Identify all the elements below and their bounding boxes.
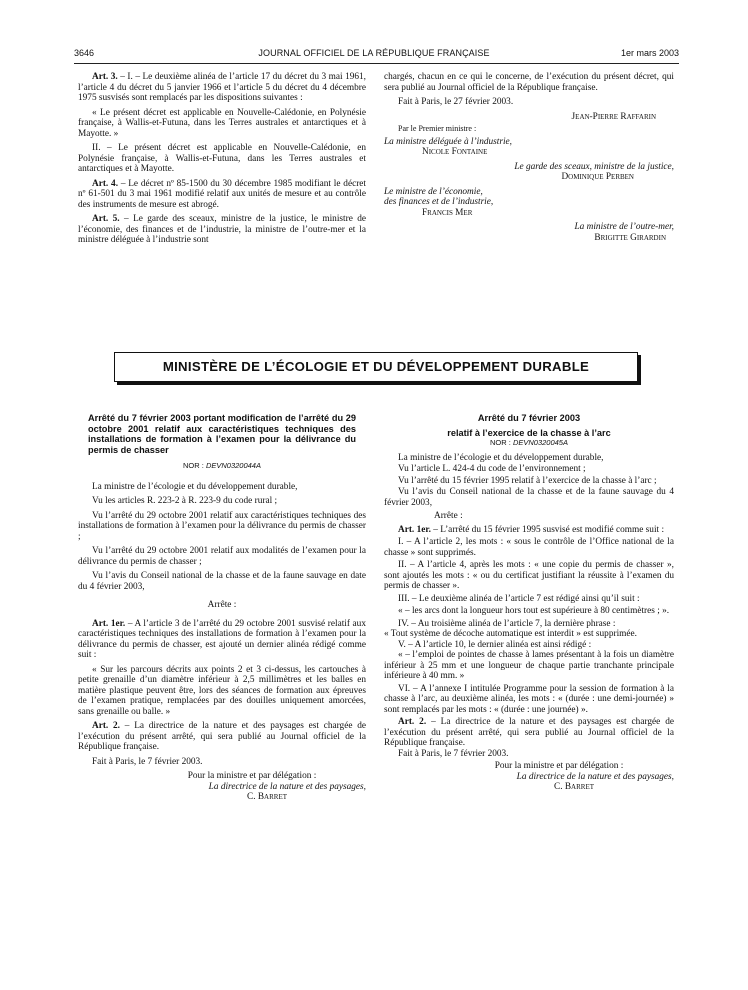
art4-paragraph xyxy=(78,179,366,211)
justice-minister-name: Dominique Perben xyxy=(561,172,634,182)
journal-title: JOURNAL OFFICIEL DE LA RÉPUBLIQUE FRANÇAISE xyxy=(258,48,490,58)
art5-label: Art. 5. xyxy=(92,214,120,224)
decree1-delegation: Pour la ministre et par délégation : xyxy=(187,771,317,781)
decree2-item-vi: VI. – A l’annexe I intitulée Programme pour la session de formation à la chasse à l’arc, au deuxième alinéa, les mots : « (durée : une demi-journée) » sont remplacés par les mots : « (durée : une journée) ». xyxy=(384,683,674,715)
art5-paragraph xyxy=(78,214,366,246)
art3-label: Art. 3. xyxy=(92,72,118,82)
decree1-fait: Fait à Paris, le 7 février 2003. xyxy=(92,756,203,767)
decree1-vu-1: Vu les articles R. 223-2 à R. 223-9 du code rural ; xyxy=(92,496,278,506)
justice-minister-title: Le garde des sceaux, ministre de la justice, xyxy=(514,161,674,172)
art3-paragraph xyxy=(78,72,366,104)
decree1-art1-label: Art. 1er. xyxy=(92,618,126,629)
column-3 xyxy=(78,413,366,803)
decree2-art1 xyxy=(384,525,674,536)
decree2-minister: La ministre de l’écologie et du développement durable, xyxy=(398,452,604,463)
decree1-art1 xyxy=(78,619,366,661)
column-4 xyxy=(384,413,674,793)
decree1-title: Arrêté du 7 février 2003 portant modification de l’arrêté du 29 octobre 2001 relatif aux caractéristiques techniques des installations de formation à l’examen pour la délivrance du permis de chasser xyxy=(88,413,356,455)
fait-date: Fait à Paris, le 27 février 2003. xyxy=(398,97,514,107)
industry-minister-name: Nicole Fontaine xyxy=(422,147,488,157)
decree2-fait: Fait à Paris, le 7 février 2003. xyxy=(398,748,509,759)
decree2-item-iii-quote: « – les arcs dont la longueur hors tout est supérieure à 80 centimètres ; ». xyxy=(398,606,670,616)
ministry-title: MINISTÈRE DE L’ÉCOLOGIE ET DU DÉVELOPPEMENT DURABLE xyxy=(162,359,590,374)
economy-minister-title-1: Le ministre de l’économie, xyxy=(384,186,483,197)
decree1-minister: La ministre de l’écologie et du développement durable, xyxy=(92,481,298,492)
decree2-title-1: Arrêté du 7 février 2003 xyxy=(477,413,581,423)
decree1-vu-2: Vu l’arrêté du 29 octobre 2001 relatif aux caractéristiques techniques des installations de formation à l’examen pour la délivrance du permis de chasser ; xyxy=(78,510,366,542)
page-number: 3646 xyxy=(74,48,95,58)
decree2-item-v: V. – A l’article 10, le dernier alinéa est ainsi rédigé : xyxy=(398,639,592,650)
decree2-item-iv-quote: « Tout système de décoche automatique est interdit » est supprimée. xyxy=(384,629,637,639)
economy-minister-name: Francis Mer xyxy=(422,207,473,218)
running-header xyxy=(0,48,748,62)
art4-label: Art. 4. xyxy=(92,178,119,189)
decree1-director-title: La directrice de la nature et des paysages, xyxy=(208,781,366,792)
ministry-banner xyxy=(114,352,638,382)
decree2-delegation: Pour la ministre et par délégation : xyxy=(494,761,624,771)
overseas-minister-name: Brigitte Girardin xyxy=(594,232,666,243)
decree2-item-iii: III. – Le deuxième alinéa de l’article 7 est rédigé ainsi qu’il suit : xyxy=(398,593,640,604)
overseas-minister-title: La ministre de l’outre-mer, xyxy=(574,222,674,232)
decree1-art2-text: – La directrice de la nature et des paysages est chargée de l’exécution du présent arrêté, qui sera publié au Journal officiel de la République française. xyxy=(78,721,366,752)
decree2-vu-3: Vu l’avis du Conseil national de la chasse et de la faune sauvage du 4 février 2003, xyxy=(384,487,674,508)
decree2-nor xyxy=(384,438,674,449)
decree2-art2-text: – La directrice de la nature et des paysages est chargée de l’exécution du présent arrêté, qui sera publié au Journal officiel de la République française. xyxy=(384,717,674,748)
art3-quote: « Le présent décret est applicable en Nouvelle-Calédonie, en Polynésie française, à Wallis-et-Futuna, dans les Terres australes et antarctiques et à Mayotte. » xyxy=(78,107,366,139)
decree1-vu-3: Vu l’arrêté du 29 octobre 2001 relatif aux modalités de l’examen pour la délivrance du permis de chasser ; xyxy=(78,546,366,567)
decree2-item-iv: IV. – Au troisième alinéa de l’article 7, la dernière phrase : xyxy=(398,618,616,629)
decree2-art2 xyxy=(384,717,674,749)
decree2-art2-label: Art. 2. xyxy=(398,717,427,727)
decree1-director-name: C. Barret xyxy=(247,792,287,802)
decree2-art1-label: Art. 1er. xyxy=(398,524,431,535)
nor-label: NOR : xyxy=(490,438,513,447)
decree2-item-v-quote: « – l’emploi de pointes de chasse à lames présentant à la fois un diamètre inférieur à 25 mm et une longueur de chaque partie tranchante principale inférieure à 40 mm. » xyxy=(384,650,674,681)
art4-text: – Le décret nº 85-1500 du 30 décembre 1985 modifiant le décret nº 61-501 du 3 mai 1961 modifié relatif aux unités de mesure et au contrôle des instruments de mesure est abrogé. xyxy=(78,178,367,210)
economy-minister-title-2: des finances et de l’industrie, xyxy=(384,197,494,207)
nor-code: DEVN0320044A xyxy=(205,461,261,470)
decree1-art1-text: – A l’article 3 de l’arrêté du 29 octobre 2001 susvisé relatif aux caractéristiques techniques des installations de formation à l’examen pour la délivrance du permis de chasser, est ajouté un dernier alinéa rédigé comme suit : xyxy=(78,618,366,660)
decree2-vu-2: Vu l’arrêté du 15 février 1995 relatif à l’exercice de la chasse à l’arc ; xyxy=(398,475,657,486)
decree2-vu-1: Vu l’article L. 424-4 du code de l’environnement ; xyxy=(398,464,586,474)
column-1 xyxy=(78,72,366,250)
column-2 xyxy=(384,72,674,243)
decree1-art2 xyxy=(78,721,366,753)
decree2-director-title: La directrice de la nature et des paysages, xyxy=(516,771,674,782)
decree2-title-2: relatif à l’exercice de la chasse à l’arc xyxy=(447,427,611,438)
pm-signature: Jean-Pierre Raffarin xyxy=(571,111,656,122)
decree2-item-ii: II. – A l’article 4, après les mots : « une copie du permis de chasser », sont ajoutés les mots : « ou du certificat justifiant la réussite à l’examen du permis de chasser ». xyxy=(384,560,674,591)
art5-text: – Le garde des sceaux, ministre de la justice, le ministre de l’économie, des finances et de l’industrie, la ministre de l’outre-mer et la ministre déléguée à l’industrie sont xyxy=(78,214,366,245)
pm-label: Par le Premier ministre : xyxy=(398,124,477,133)
decree1-vu-4: Vu l’avis du Conseil national de la chasse et de la faune sauvage en date du 4 février 2003, xyxy=(78,571,366,592)
decree2-director-name: C. Barret xyxy=(554,782,594,792)
decree1-nor xyxy=(78,461,366,472)
art3-text: – I. – Le deuxième alinéa de l’article 17 du décret du 3 mai 1961, l’article 4 du décret du 5 janvier 1966 et l’article 5 du décret du 4 décembre 1975 susvisés sont remplacés par les dispositions suivantes : xyxy=(78,72,366,103)
issue-date: 1er mars 2003 xyxy=(620,48,679,58)
decree1-art2-label: Art. 2. xyxy=(92,721,121,731)
nor-label: NOR : xyxy=(183,461,206,470)
industry-minister-title: La ministre déléguée à l’industrie, xyxy=(384,136,512,147)
decree2-art1-text: – L’arrêté du 15 février 1995 susvisé est modifié comme suit : xyxy=(430,524,665,535)
decree1-arrete: Arrête : xyxy=(207,600,237,610)
nor-code: DEVN0320045A xyxy=(512,438,568,447)
header-rule xyxy=(74,63,679,64)
art3-part2: II. – Le présent décret est applicable en Nouvelle-Calédonie, en Polynésie française, à Wallis-et-Futuna, dans les Terres australes et antarctiques et à Mayotte. xyxy=(78,143,366,174)
decree1-art1-quote: « Sur les parcours décrits aux points 2 et 3 ci-dessus, les cartouches à petite grenaille d’un diamètre inférieur à 2,5 millimètres et les balles en matière plastique peuvent être, lors des séances de formation aux épreuves de l’examen pratique, remplacées par des douilles uniquement amorcées, sans grenaille ou balle. » xyxy=(78,664,366,717)
art5-continuation: chargés, chacun en ce qui le concerne, de l’exécution du présent décret, qui sera publié au Journal officiel de la République française. xyxy=(384,72,674,93)
decree2-item-i: I. – A l’article 2, les mots : « sous le contrôle de l’Office national de la chasse » sont supprimés. xyxy=(384,537,674,558)
decree2-arrete: Arrête : xyxy=(434,511,463,521)
